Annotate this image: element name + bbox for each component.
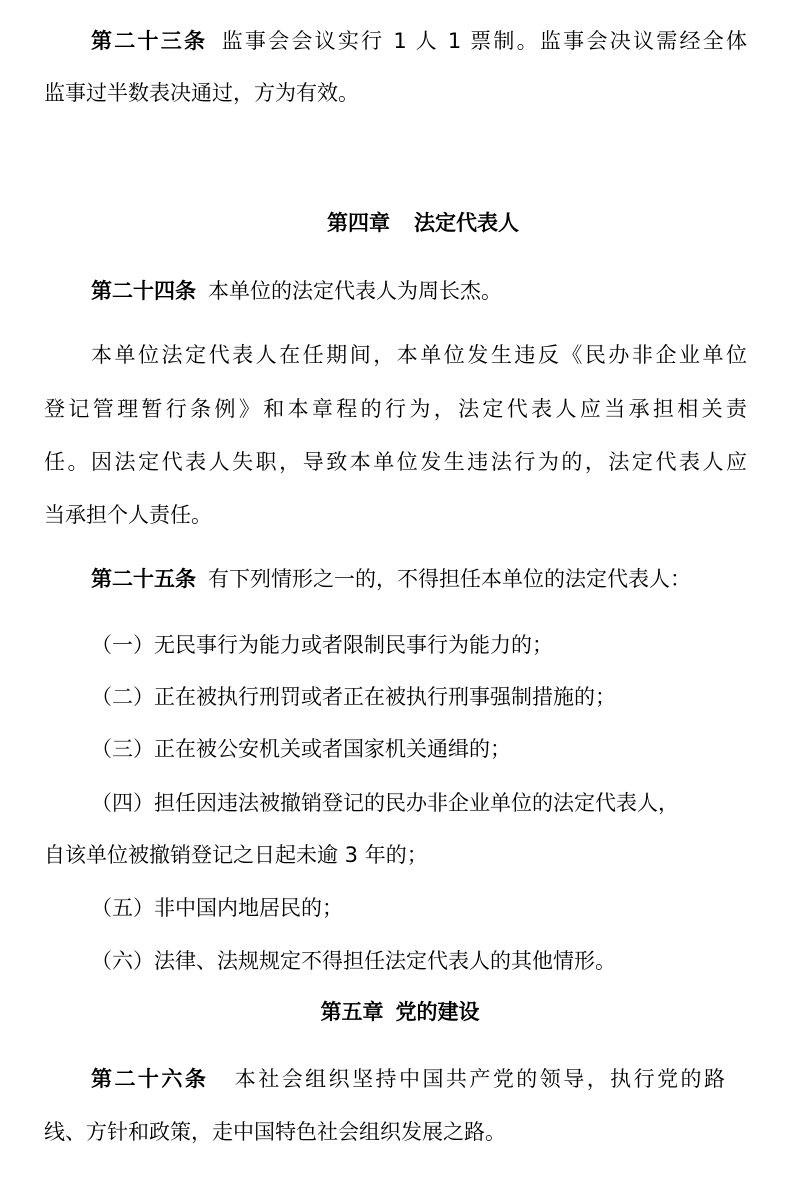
article-25-item-4-continued: 自该单位被撤销登记之日起未逾 3 年的； bbox=[44, 843, 428, 867]
article-24-para-line-3: 任。因法定代表人失职，导致本单位发生违法行为的，法定代表人应 bbox=[44, 450, 747, 474]
chapter-4-heading bbox=[0, 208, 800, 238]
article-25-item-5: （五）非中国内地居民的； bbox=[91, 896, 343, 920]
article-24-text: 本单位的法定代表人为周长杰。 bbox=[208, 279, 502, 303]
article-26-line-2: 线、方针和政策，走中国特色社会组织发展之路。 bbox=[44, 1120, 506, 1144]
article-25-item-1: （一）无民事行为能力或者限制民事行为能力的； bbox=[91, 633, 553, 657]
article-23-line-1 bbox=[91, 26, 747, 56]
article-25-item-4: （四）担任因违法被撤销登记的民办非企业单位的法定代表人， bbox=[91, 791, 679, 815]
article-26-label: 第二十六条 bbox=[91, 1067, 209, 1091]
article-25-item-2: （二）正在被执行刑罚或者正在被执行刑事强制措施的； bbox=[91, 685, 616, 709]
article-24-line bbox=[91, 276, 502, 306]
article-24-para-line-4: 当承担个人责任。 bbox=[44, 503, 212, 527]
article-25-text: 有下列情形之一的，不得担任本单位的法定代表人： bbox=[208, 567, 691, 591]
article-25-item-6: （六）法律、法规规定不得担任法定代表人的其他情形。 bbox=[91, 949, 616, 973]
article-24-label: 第二十四条 bbox=[91, 279, 196, 303]
chapter-5-heading bbox=[0, 997, 800, 1027]
article-25-label: 第二十五条 bbox=[91, 567, 196, 591]
article-23-text: 监事会会议实行 1 人 1 票制。监事会决议需经全体 bbox=[219, 29, 748, 53]
article-24-para-line-1: 本单位法定代表人在任期间，本单位发生违反《民办非企业单位 bbox=[91, 343, 747, 367]
article-25-item-3: （三）正在被公安机关或者国家机关通缉的； bbox=[91, 737, 511, 761]
article-25-line bbox=[91, 564, 691, 594]
article-26-text: 本社会组织坚持中国共产党的领导，执行党的路 bbox=[232, 1067, 726, 1091]
chapter-5-number: 第五章 bbox=[320, 1000, 384, 1024]
chapter-4-title: 法定代表人 bbox=[414, 211, 519, 235]
article-23-line-2: 监事过半数表决通过，方为有效。 bbox=[44, 81, 359, 105]
article-26-line-1 bbox=[91, 1064, 725, 1094]
article-23-label: 第二十三条 bbox=[91, 29, 208, 53]
chapter-4-number: 第四章 bbox=[327, 211, 390, 235]
chapter-5-title: 党的建设 bbox=[395, 1000, 480, 1024]
article-24-para-line-2: 登记管理暂行条例》和本章程的行为，法定代表人应当承担相关责 bbox=[44, 397, 747, 421]
